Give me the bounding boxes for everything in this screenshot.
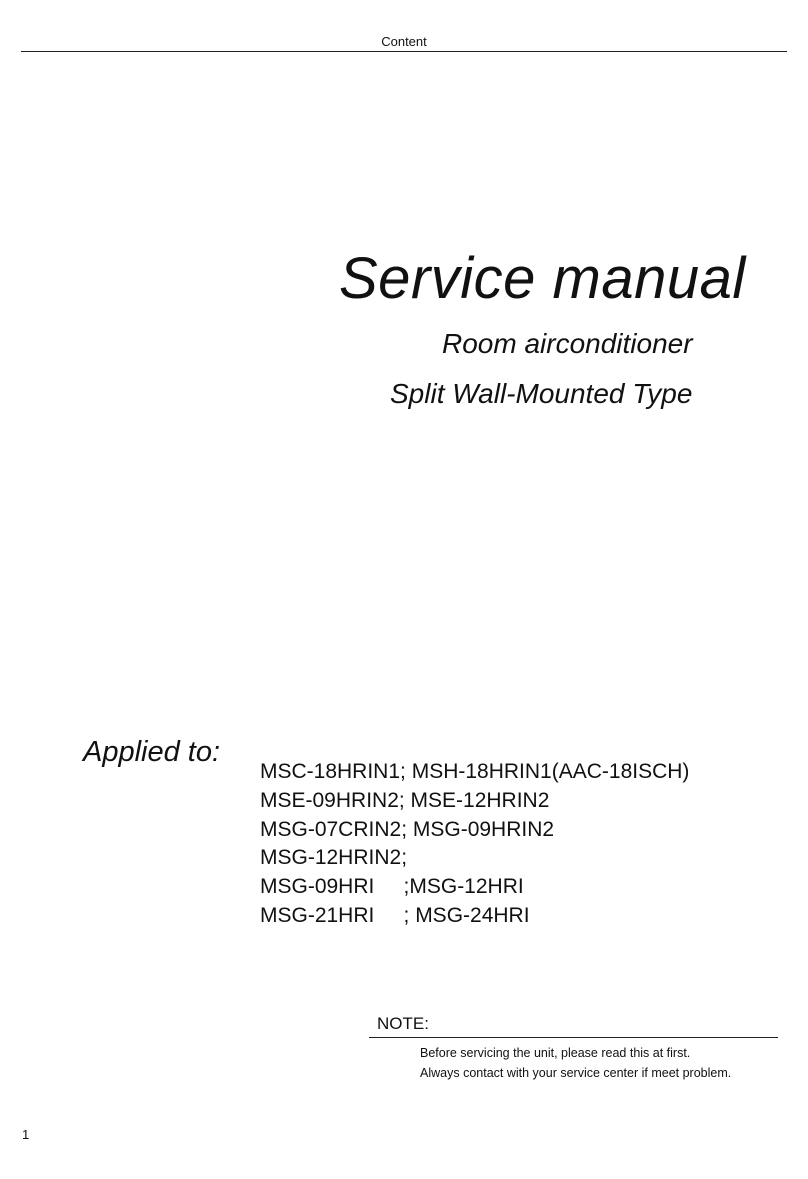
model-list-item: MSC-18HRIN1; MSH-18HRIN1(AAC-18ISCH) [260, 760, 690, 783]
note-line: Before servicing the unit, please read this at first. [420, 1046, 691, 1060]
page-header-title: Content [381, 34, 427, 49]
document-subtitle-type: Split Wall-Mounted Type [390, 378, 693, 409]
document-title: Service manual [339, 246, 746, 311]
model-list-item: MSG-21HRI ; MSG-24HRI [260, 903, 530, 927]
page-number: 1 [22, 1127, 30, 1142]
model-list [260, 758, 689, 931]
model-list-item: MSG-12HRIN2; [260, 846, 408, 870]
applied-to-label: Applied to: [83, 736, 221, 768]
note-divider [369, 1037, 778, 1038]
document-subtitle-product: Room airconditioner [442, 328, 693, 359]
model-list-item: MSG-09HRI ;MSG-12HRI [260, 875, 524, 899]
note-line: Always contact with your service center if meet problem. [420, 1066, 732, 1080]
header-divider [21, 51, 787, 52]
note-label: NOTE: [377, 1014, 429, 1033]
model-list-item: MSG-07CRIN2; MSG-09HRIN2 [260, 817, 555, 841]
model-list-item: MSE-09HRIN2; MSE-12HRIN2 [260, 788, 550, 812]
note-text [420, 1043, 731, 1083]
